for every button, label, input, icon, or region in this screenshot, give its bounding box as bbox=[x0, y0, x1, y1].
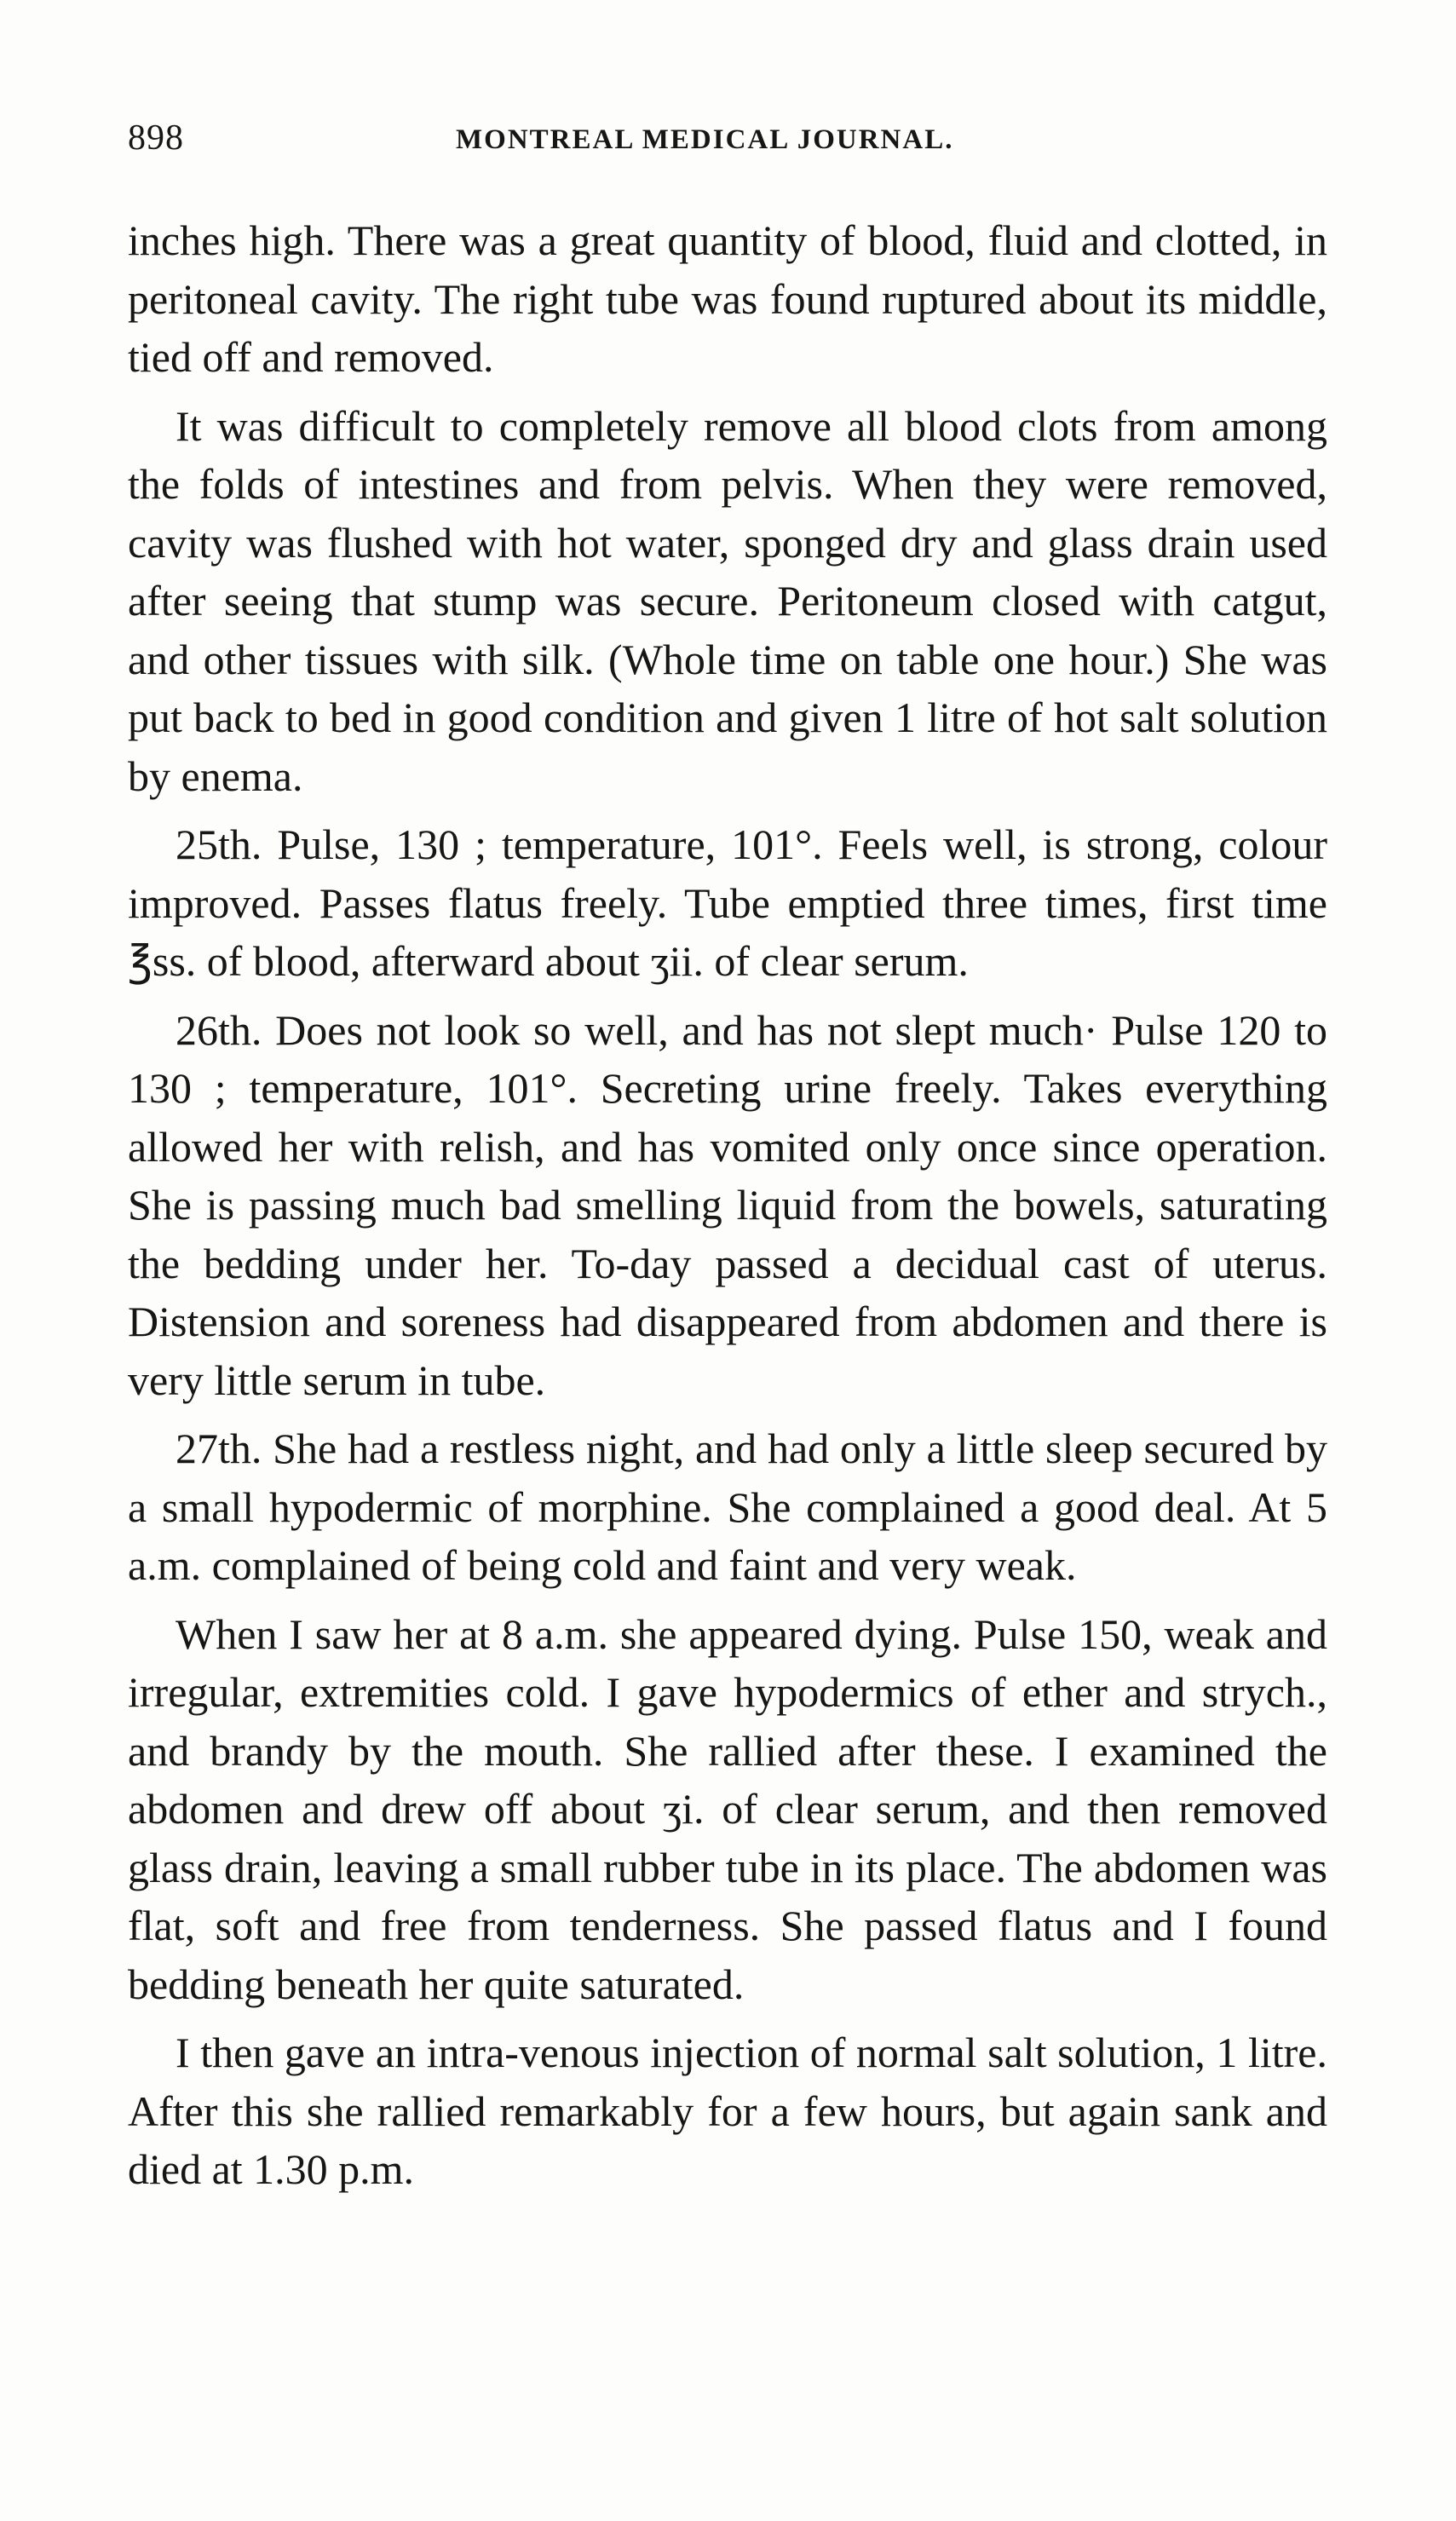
paragraph-intravenous: I then gave an intra-venous injection of normal salt solution, 1 litre. After this she rallied remarkably for a few hours, but again sank and died at 1.30 p.m. bbox=[128, 2029, 1327, 2193]
journal-title: MONTREAL MEDICAL JOURNAL. bbox=[456, 124, 954, 155]
paragraph-26th: 26th. Does not look so well, and has not slept much· Pulse 120 to 130 ; temperature, 101°. Secreting urine freely. Takes everything allowed her with relish, and has vomited only once since operation. She is passing much bad smelling liquid from the bowels, saturating the bedding under her. To-day passed a decidual cast of uterus. Distension and soreness had disappeared from abdomen and there is very little serum in tube. bbox=[128, 1005, 1327, 1404]
body-text bbox=[128, 211, 1327, 2209]
paragraph-continuation: inches high. There was a great quantity of blood, fluid and clotted, in peritoneal cavity. The right tube was found ruptured about its middle, tied off and removed. bbox=[128, 216, 1327, 381]
running-head bbox=[128, 118, 1321, 169]
paragraph-8am: When I saw her at 8 a.m. she appeared dying. Pulse 150, weak and irregular, extremities cold. I gave hypodermics of ether and strych., and brandy by the mouth. She rallied after these. I examined the abdomen and drew off about ʒi. of clear serum, and then removed glass drain, leaving a small rubber tube in its place. The abdomen was flat, soft and free from tenderness. She passed flatus and I found bedding beneath her quite saturated. bbox=[128, 1609, 1327, 2008]
paragraph-clot-removal: It was difficult to completely remove all blood clots from among the folds of intestines and from pelvis. When they were removed, cavity was flushed with hot water, sponged dry and glass drain used after seeing that stump was secure. Peritoneum closed with catgut, and other tissues with silk. (Whole time on table one hour.) She was put back to bed in good condition and given 1 litre of hot salt solution by enema. bbox=[128, 401, 1327, 800]
paragraph-25th: 25th. Pulse, 130 ; temperature, 101°. Feels well, is strong, colour improved. Passes flatus freely. Tube emptied three times, first time ℥ss. of blood, afterward about ʒii. of clear serum. bbox=[128, 820, 1327, 985]
paragraph-27th: 27th. She had a restless night, and had only a little sleep secured by a small hypodermic of morphine. She complained a good deal. At 5 a.m. complained of being cold and faint and very weak. bbox=[128, 1425, 1327, 1589]
page-number: 898 bbox=[128, 118, 184, 158]
